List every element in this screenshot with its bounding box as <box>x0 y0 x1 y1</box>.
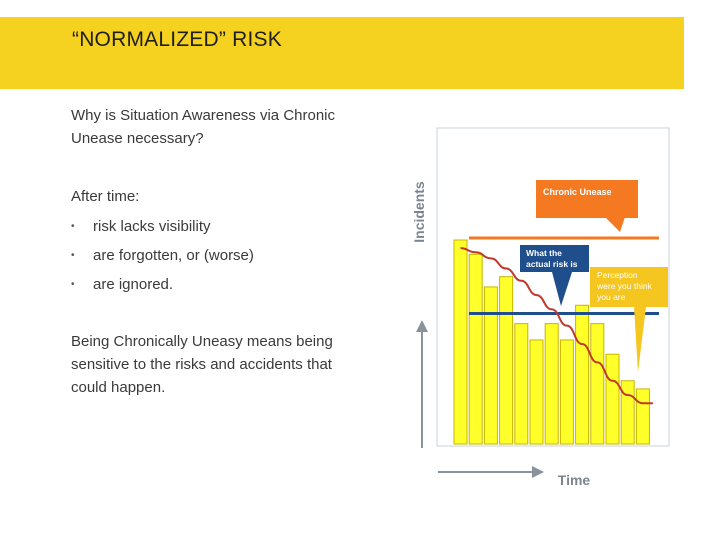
y-axis-arrowhead-icon <box>416 320 428 332</box>
bullet-text: are ignored. <box>93 276 174 293</box>
x-axis-label: Time <box>557 472 591 488</box>
closing-text: Being Chronically Uneasy means being sensitive to the risks and accidents that could happen. <box>71 333 333 396</box>
actual-risk-label-line: What the <box>526 248 562 258</box>
slide-title: “NORMALIZED” RISK <box>72 28 282 51</box>
bar <box>500 277 513 444</box>
bullet-icon: • <box>71 221 75 232</box>
bar <box>606 354 619 444</box>
perception-label-line: Perception <box>597 270 638 280</box>
chronic-unease-label: Chronic Unease <box>543 187 612 197</box>
bar <box>469 254 482 444</box>
actual-risk-label-line: actual risk is <box>526 259 578 269</box>
incidents-chart <box>400 120 690 500</box>
bar <box>545 324 558 444</box>
bar <box>560 340 573 444</box>
bar <box>530 340 543 444</box>
bullet-text: risk lacks visibility <box>93 218 211 235</box>
bar <box>484 287 497 444</box>
bar <box>454 240 467 444</box>
bullet-item <box>71 270 254 299</box>
after-time-label: After time: <box>71 188 140 205</box>
bullet-icon: • <box>71 279 75 290</box>
perception-label-line: you are <box>597 292 626 302</box>
bar <box>636 389 649 444</box>
bar <box>576 305 589 444</box>
bullet-list <box>71 212 254 299</box>
bar <box>621 381 634 444</box>
bullet-item <box>71 212 254 241</box>
bullet-item <box>71 241 254 270</box>
chronic-unease-callout-box <box>536 180 638 218</box>
x-axis-arrowhead-icon <box>532 466 544 478</box>
y-axis-label: Incidents <box>411 181 427 243</box>
bar <box>515 324 528 444</box>
question-text: Why is Situation Awareness via Chronic Unease necessary? <box>71 107 336 147</box>
bullet-text: are forgotten, or (worse) <box>93 247 254 264</box>
perception-label-line: were you think <box>597 281 652 291</box>
bullet-icon: • <box>71 250 75 261</box>
bar <box>591 324 604 444</box>
